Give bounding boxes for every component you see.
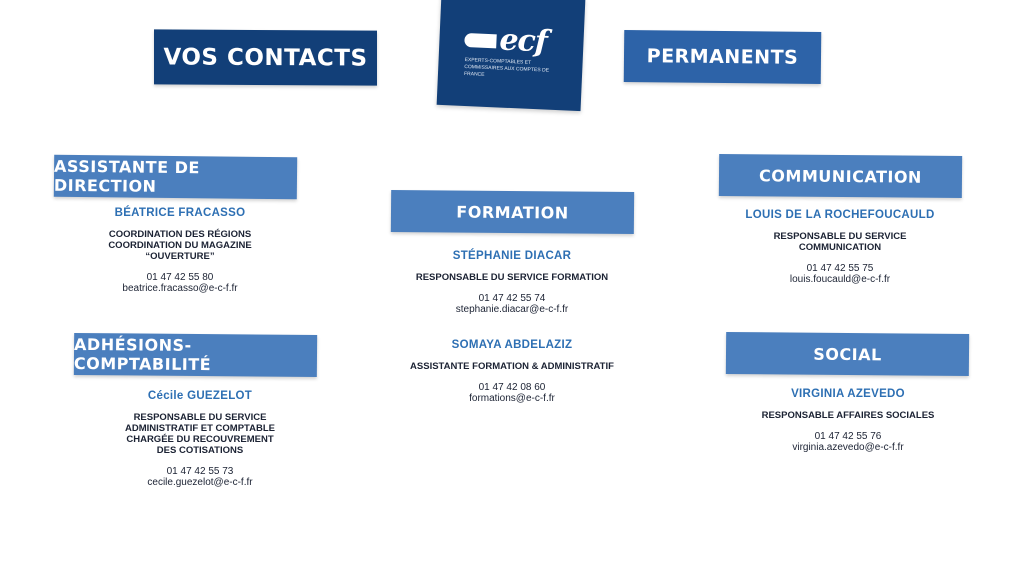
contact-name: LOUIS DE LA ROCHEFOUCAULD [745, 209, 935, 221]
role-line: COORDINATION DES RÉGIONS [108, 229, 252, 240]
ecf-logo [437, 0, 586, 111]
role-line: CHARGÉE DU RECOUVREMENT [126, 434, 274, 445]
section-heading-adhesions: ADHÉSIONS-COMPTABILITÉ [74, 333, 317, 377]
contact-card-rochefoucauld [718, 209, 962, 285]
contact-phone: 01 47 42 55 76 [814, 431, 882, 442]
contact-name: VIRGINIA AZEVEDO [791, 388, 905, 400]
contact-email[interactable]: formations@e-c-f.fr [469, 393, 555, 404]
role-line: RESPONSABLE DU SERVICE [133, 412, 267, 423]
contact-email[interactable]: stephanie.diacar@e-c-f.fr [455, 304, 569, 315]
role-line: ADMINISTRATIF ET COMPTABLE [124, 423, 276, 434]
contact-phone: 01 47 42 08 60 [478, 382, 546, 393]
section-heading-formation: FORMATION [391, 190, 634, 234]
contact-email[interactable]: louis.foucauld@e-c-f.fr [789, 274, 891, 285]
role-line: “OUVERTURE” [145, 251, 215, 262]
contact-email[interactable]: virginia.azevedo@e-c-f.fr [792, 442, 904, 453]
logo-wordmark: ecf [498, 22, 548, 60]
role-line: RESPONSABLE DU SERVICE [773, 231, 907, 242]
contact-phone: 01 47 42 55 73 [166, 466, 234, 477]
section-heading-social: SOCIAL [726, 332, 969, 376]
logo-tagline: EXPERTS-COMPTABLES ET COMMISSAIRES AUX COMPTES DE FRANCE [463, 56, 550, 78]
contact-role: ASSISTANTE FORMATION & ADMINISTRATIF [410, 361, 614, 372]
contact-phone: 01 47 42 55 74 [478, 293, 546, 304]
contact-role [80, 412, 320, 456]
contact-email[interactable]: beatrice.fracasso@e-c-f.fr [122, 283, 238, 294]
page-subtitle: PERMANENTS [624, 30, 822, 84]
contact-name: SOMAYA ABDELAZIZ [451, 339, 573, 351]
contact-card-diacar [392, 250, 632, 315]
contact-card-abdelaziz [392, 339, 632, 404]
contact-phone: 01 47 42 55 80 [146, 272, 214, 283]
role-line: COORDINATION DU MAGAZINE [108, 240, 252, 251]
contact-name: STÉPHANIE DIACAR [452, 250, 572, 262]
page-title: VOS CONTACTS [154, 29, 377, 85]
contact-phone: 01 47 42 55 75 [806, 263, 874, 274]
contact-name: Cécile GUEZELOT [147, 390, 253, 402]
contact-card-fracasso [60, 207, 300, 294]
section-heading-communication: COMMUNICATION [719, 154, 962, 198]
logo-mark-icon [464, 33, 497, 48]
contact-role [718, 231, 962, 253]
contact-role: RESPONSABLE DU SERVICE FORMATION [415, 272, 609, 283]
contact-name: BÉATRICE FRACASSO [114, 207, 246, 219]
contact-email[interactable]: cecile.guezelot@e-c-f.fr [147, 477, 253, 488]
role-line: COMMUNICATION [798, 242, 882, 253]
contact-role: RESPONSABLE AFFAIRES SOCIALES [761, 410, 935, 421]
section-heading-direction: ASSISTANTE DE DIRECTION [54, 155, 297, 200]
contact-card-guezelot [80, 390, 320, 488]
role-line: DES COTISATIONS [156, 445, 244, 456]
contact-role [60, 229, 300, 262]
contact-card-azevedo [728, 388, 968, 453]
